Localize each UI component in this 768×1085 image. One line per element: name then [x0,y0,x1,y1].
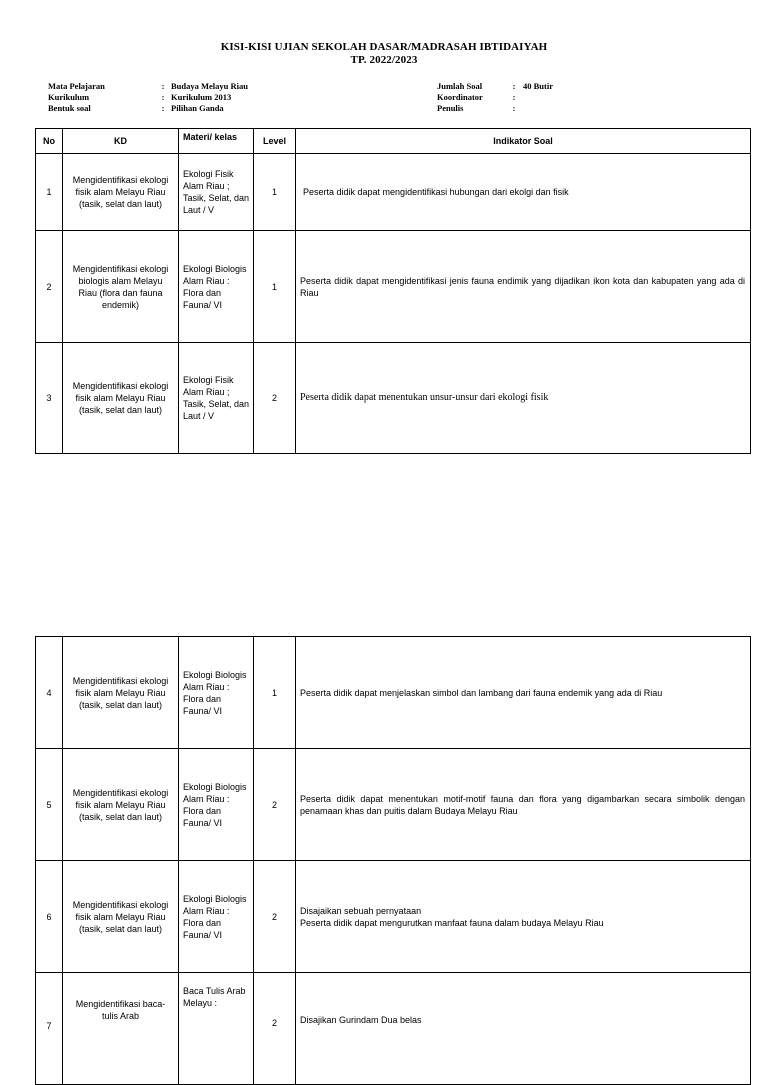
row-materi-text: Ekologi Fisik Alam Riau ; Tasik, Selat, dan Laut / V [183,375,250,421]
row-kd [63,749,179,861]
document-subtitle-year: TP. 2022/2023 [350,54,418,66]
meta-label: Bentuk soal [48,103,91,113]
row-indikator [296,861,751,973]
column-header-indikator: Indikator Soal [296,129,751,154]
row-materi [179,154,254,231]
column-header-materi: Materi/ kelas [179,129,254,154]
row-kd-text: Mengidentifikasi ekologi biologis alam Melayu Riau (flora dan fauna endemik) [72,263,169,310]
meta-curriculum-row [48,92,248,103]
meta-value: 40 Butir [523,81,553,91]
row-indikator-text: Disajikan Gurindam Dua belas [300,1015,422,1025]
row-level: 1 [254,231,296,343]
meta-left-block [48,81,248,114]
row-indikator-text: Peserta didik dapat mengidentifikasi jenis fauna endimik yang dijadikan ikon kota dan kabupaten yang ada di Riau [300,275,745,298]
meta-author-row [437,103,553,114]
indicator-table-page2 [35,636,751,1085]
row-kd [63,154,179,231]
meta-value: Kurikulum 2013 [171,92,232,102]
row-kd-text: Mengidentifikasi ekologi fisik alam Melayu Riau (tasik, selat dan laut) [72,787,169,822]
meta-question-count-row [437,81,553,92]
meta-colon: : [161,92,165,102]
row-indikator [296,231,751,343]
meta-colon: : [512,92,516,102]
row-level: 2 [254,973,296,1085]
table-row [36,637,751,749]
table-row [36,231,751,343]
row-indikator-text: Peserta didik dapat mengidentifikasi hubungan dari ekolgi dan fisik [303,187,569,197]
table-row [36,154,751,231]
meta-value: Pilihan Ganda [171,103,224,113]
row-materi [179,231,254,343]
row-materi-text: Ekologi Biologis Alam Riau : Flora dan Fauna/ VI [183,263,247,310]
row-materi-text: Ekologi Biologis Alam Riau : Flora dan Fauna/ VI [183,893,247,940]
row-indikator-text [296,905,750,929]
meta-colon: : [161,103,165,113]
document-title: KISI-KISI UJIAN SEKOLAH DASAR/MADRASAH IBTIDAIYAH [220,41,548,53]
row-kd-text: Mengidentifikasi ekologi fisik alam Melayu Riau (tasik, selat dan laut) [72,675,169,710]
column-header-kd: KD [63,129,179,154]
row-materi [179,343,254,454]
row-materi-text: Ekologi Biologis Alam Riau : Flora dan Fauna/ VI [183,669,247,716]
row-materi-text: Ekologi Fisik Alam Riau ; Tasik, Selat, dan Laut / V [183,169,250,215]
row-materi-text: Baca Tulis Arab Melayu : [183,986,246,1008]
meta-colon: : [161,81,165,91]
column-header-level: Level [254,129,296,154]
row-kd-text: Mengidentifikasi ekologi fisik alam Melayu Riau (tasik, selat dan laut) [72,381,169,415]
table-header-row [36,129,751,154]
row-number: 2 [36,231,63,343]
meta-question-type-row [48,103,248,114]
row-materi [179,749,254,861]
meta-coordinator-row [437,92,553,103]
meta-right-block [437,81,553,114]
row-materi [179,861,254,973]
row-indikator-line: Disajaikan sebuah pernyataan [300,905,422,916]
row-level: 1 [254,637,296,749]
meta-label: Mata Pelajaran [48,81,105,91]
row-materi-text: Ekologi Biologis Alam Riau : Flora dan Fauna/ VI [183,781,247,828]
row-kd [63,231,179,343]
row-number: 6 [36,861,63,973]
row-level: 1 [254,154,296,231]
row-indikator-text: Peserta didik dapat menentukan unsur-unsur dari ekologi fisik [300,392,549,403]
row-number: 1 [36,154,63,231]
indicator-table-page1 [35,128,751,454]
row-indikator [296,343,751,454]
row-kd [63,637,179,749]
row-indikator [296,154,751,231]
row-kd [63,861,179,973]
table-row [36,861,751,973]
row-indikator-line: Peserta didik dapat mengurutkan manfaat fauna dalam budaya Melayu Riau [300,917,604,928]
row-indikator-text: Peserta didik dapat menjelaskan simbol dan lambang dari fauna endemik yang ada di Riau [300,687,663,698]
meta-value: Budaya Melayu Riau [171,81,248,91]
meta-colon: : [512,81,516,91]
row-level: 2 [254,749,296,861]
row-kd-text: Mengidentifikasi baca-tulis Arab [75,999,166,1021]
meta-label: Penulis [437,103,464,113]
row-number: 4 [36,637,63,749]
row-level: 2 [254,343,296,454]
row-level: 2 [254,861,296,973]
row-kd-text: Mengidentifikasi ekologi fisik alam Melayu Riau (tasik, selat dan laut) [72,175,169,209]
table-row [36,343,751,454]
row-indikator-text: Peserta didik dapat menentukan motif-motif fauna dan flora yang digambarkan secara simbolik dengan penamaan khas dan puitis dalam Budaya Melayu Riau [300,793,745,816]
row-kd [63,973,179,1085]
row-materi [179,973,254,1085]
table-row [36,973,751,1085]
meta-subject-row [48,81,248,92]
row-materi [179,637,254,749]
row-number: 5 [36,749,63,861]
meta-label: Kurikulum [48,92,90,102]
row-number: 3 [36,343,63,454]
row-indikator [296,637,751,749]
row-indikator [296,973,751,1085]
meta-label: Koordinator [437,92,483,102]
column-header-no: No [36,129,63,154]
row-kd [63,343,179,454]
table-row [36,749,751,861]
row-kd-text: Mengidentifikasi ekologi fisik alam Melayu Riau (tasik, selat dan laut) [72,899,169,934]
meta-colon: : [512,103,516,113]
row-indikator [296,749,751,861]
row-number: 7 [36,973,63,1085]
meta-label: Jumlah Soal [437,81,483,91]
